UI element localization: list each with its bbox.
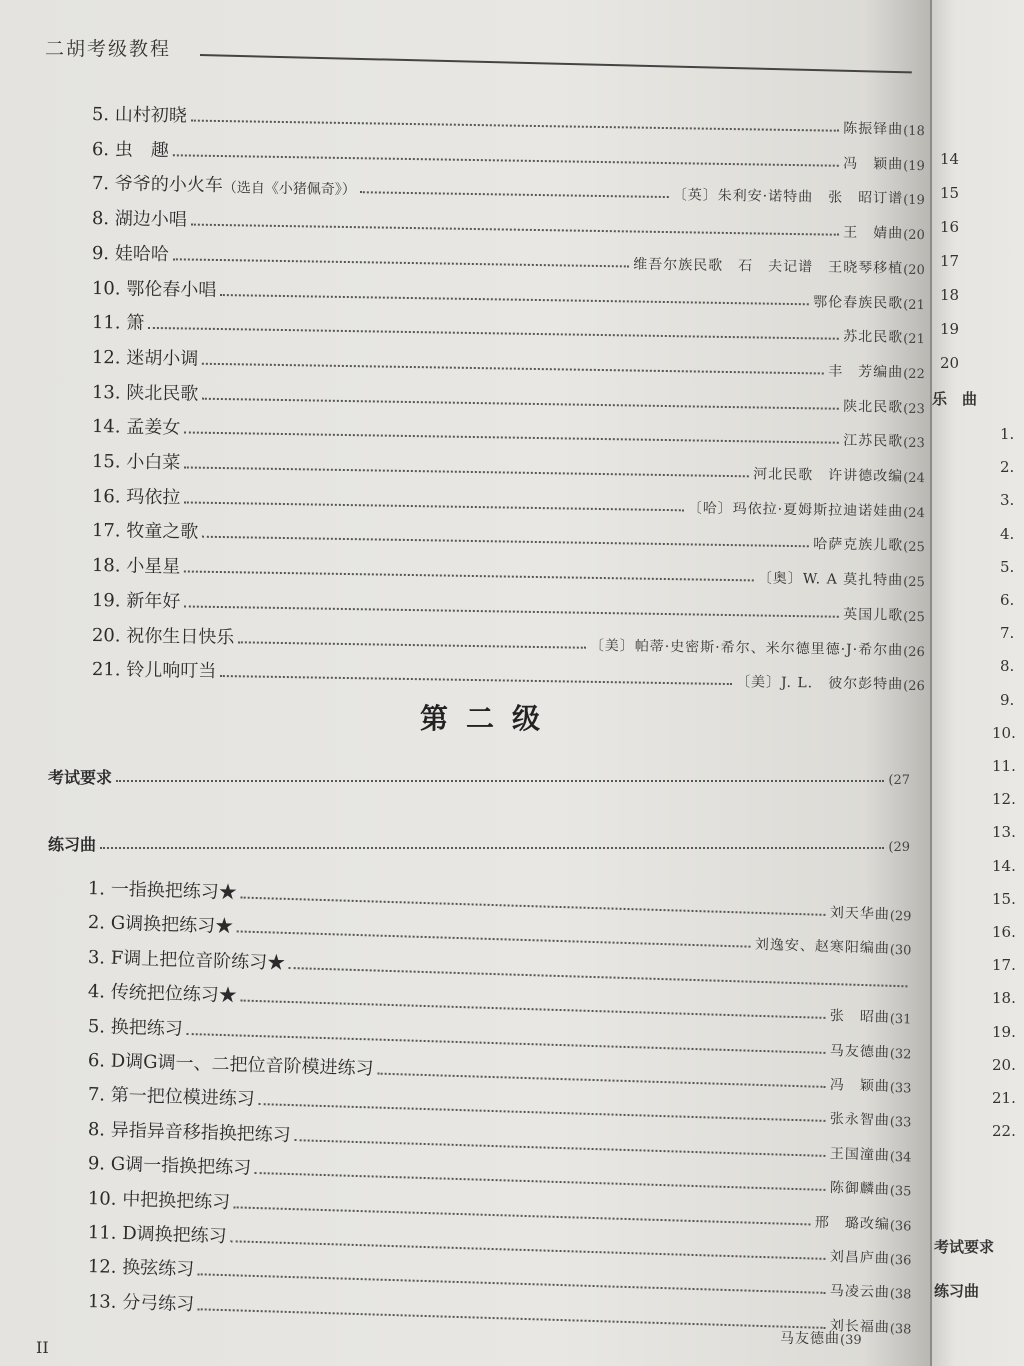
entry-title: 2. G调换把练习★: [87, 912, 234, 938]
entry-title: 11. D调换把练习: [87, 1222, 227, 1248]
entry-title: 12. 迷胡小调: [91, 346, 199, 370]
entry-page: (29: [889, 908, 912, 925]
dot-leader: [202, 363, 824, 375]
entry-page: (25: [903, 609, 925, 625]
dot-leader: [148, 327, 839, 340]
right-page-item: 16.: [992, 923, 1016, 941]
entry-author: 马友德曲: [780, 1331, 840, 1347]
toc-entry-tail: [780, 1318, 910, 1348]
entry-author: 哈萨克族儿歌: [813, 536, 904, 555]
dot-leader: [238, 641, 586, 648]
section-title: 考试要求: [48, 768, 113, 787]
right-page-item: 5.: [1000, 557, 1015, 576]
right-page-item: 14.: [992, 856, 1016, 875]
right-page-item: 13.: [992, 823, 1016, 842]
dot-leader: [184, 605, 839, 617]
page-number: II: [36, 1338, 49, 1357]
entry-page: (20: [903, 262, 925, 278]
entry-page: (21: [903, 297, 925, 313]
entry-page: (30: [889, 943, 912, 959]
right-page-item: 20: [940, 354, 960, 372]
entry-title: 20. 祝你生日快乐: [91, 624, 235, 648]
right-page-item: 16: [940, 218, 960, 236]
entry-author: 陈御麟曲: [829, 1180, 891, 1198]
section-page: (29: [888, 840, 910, 855]
right-page-item: 6.: [1000, 591, 1015, 609]
entry-author: 丰 芳编曲: [828, 363, 904, 381]
entry-page: (38: [889, 1321, 912, 1338]
entry-title: 19. 新年好: [91, 589, 181, 613]
entry-title: 11. 箫: [91, 312, 145, 335]
entry-author: 冯 颖曲: [843, 155, 904, 173]
entry-title: 14. 孟姜女: [91, 416, 181, 439]
right-page-item: 14: [940, 150, 960, 168]
entry-page: (33: [889, 1080, 912, 1097]
dot-leader: [116, 780, 884, 782]
right-page-item: 15: [940, 184, 960, 202]
entry-page: (39: [840, 1333, 862, 1348]
entry-author: 〔哈〕玛依拉·夏姆斯拉迪诺娃曲: [687, 500, 904, 520]
right-page-item: 1.: [1000, 425, 1015, 443]
entry-title: 12. 换弦练习: [87, 1256, 195, 1281]
right-page-etude-label: 练习曲: [934, 1282, 980, 1300]
entry-page: (36: [889, 1218, 912, 1235]
dot-leader: [202, 536, 809, 548]
entry-page: (18: [903, 123, 925, 140]
right-page-item: 20.: [992, 1055, 1016, 1074]
entry-title: 15. 小白菜: [91, 451, 181, 474]
entry-page: (36: [889, 1252, 912, 1269]
entry-author: 〔奥〕W. A 莫扎特曲: [757, 570, 904, 589]
entry-author: 刘长福曲: [829, 1317, 891, 1336]
entry-author: 刘昌庐曲: [829, 1249, 891, 1267]
entry-author: 〔英〕朱利安·诺特曲 张 昭订谱: [672, 187, 904, 208]
entry-page: (21: [903, 331, 925, 348]
right-page-item: 19.: [992, 1022, 1016, 1041]
dot-leader: [202, 397, 839, 409]
entry-author: 张永智曲: [829, 1111, 891, 1130]
entry-title: 9. 娃哈哈: [91, 242, 170, 266]
entry-page: (25: [903, 540, 925, 556]
header-rule: [200, 54, 912, 73]
section-heading: [48, 827, 910, 855]
entry-author: 冯 颖曲: [829, 1077, 891, 1095]
entry-author: 〔美〕J. L. 彼尔彭特曲: [735, 674, 904, 693]
entry-author: 〔美〕帕蒂·史密斯·希尔、米尔德里德·J·希尔曲: [589, 637, 904, 659]
entry-title: 4. 传统把位练习★: [87, 981, 238, 1007]
right-page-item: 4.: [1000, 524, 1015, 543]
entry-title: 10. 鄂伦春小唱: [91, 277, 217, 301]
entry-title: 8. 湖边小唱: [91, 208, 188, 231]
level-heading: 第二级: [420, 702, 559, 735]
entry-subtitle: （选自《小猪佩奇》）: [222, 180, 356, 199]
entry-title: 18. 小星星: [91, 555, 181, 578]
entry-author: 邢 璐改编: [814, 1214, 891, 1233]
dot-leader: [100, 847, 884, 849]
right-page-item: 11.: [992, 757, 1016, 775]
entry-author: 河北民歌 许讲德改编: [753, 466, 904, 485]
entry-title: 16. 玛依拉: [91, 485, 181, 509]
entry-page: (26: [903, 644, 925, 660]
dot-leader: [173, 258, 629, 267]
right-page-item: 22.: [992, 1122, 1016, 1141]
dot-leader: [360, 192, 669, 199]
entry-title: 6. D调G调一、二把位音阶模进练习: [87, 1050, 374, 1080]
entry-title: 10. 中把换把练习: [87, 1187, 231, 1213]
dot-leader: [191, 120, 839, 132]
entry-page: (23: [903, 436, 925, 452]
entry-page: (32: [889, 1046, 912, 1063]
entry-author: 江苏民歌: [843, 433, 904, 451]
right-page-item: 9.: [1000, 690, 1015, 709]
entry-title: 17. 牧童之歌: [91, 520, 199, 544]
dot-leader: [220, 294, 809, 305]
entry-page: (19: [903, 158, 925, 174]
section-page: (27: [888, 773, 910, 788]
entry-author: 刘逸安、赵寒阳编曲: [754, 937, 891, 958]
dot-leader: [184, 432, 839, 444]
entry-author: 英国儿歌: [843, 606, 904, 624]
right-page-item: 21.: [992, 1089, 1016, 1107]
right-page-item: 3.: [1000, 491, 1015, 510]
entry-author: 陕北民歌: [843, 398, 904, 416]
entry-title: 7. 第一把位模进练习: [87, 1084, 256, 1111]
entry-title: 5. 山村初晓: [91, 104, 188, 127]
dot-leader: [184, 501, 684, 511]
right-page-item: 18: [940, 286, 960, 304]
entry-author: 刘天华曲: [829, 905, 891, 923]
right-page-exam-label: 考试要求: [934, 1238, 995, 1256]
entry-author: 鄂伦春族民歌: [813, 293, 904, 312]
right-page-item: 10.: [992, 723, 1016, 742]
entry-author: 陈振铎曲: [843, 120, 904, 138]
entry-page: (20: [903, 227, 925, 244]
entry-title: 3. F调上把位音阶练习★: [87, 946, 286, 974]
entry-title: 13. 陕北民歌: [91, 381, 199, 405]
entry-author: 王 婧曲: [843, 224, 904, 242]
right-page-item: 18.: [992, 989, 1016, 1008]
section-heading: [48, 760, 910, 788]
dot-leader: [184, 466, 749, 477]
entry-page: (23: [903, 401, 925, 417]
entry-page: (38: [889, 1287, 912, 1303]
entry-author: 王国潼曲: [829, 1145, 891, 1164]
entry-page: (24: [903, 505, 925, 521]
dot-leader: [198, 1308, 826, 1329]
entry-page: (24: [903, 470, 925, 487]
entry-title: 6. 虫 趣: [91, 138, 170, 161]
right-page-edge: [932, 0, 1024, 1366]
entry-author: 维吾尔族民歌 石 夫记谱 王晓琴移植: [633, 256, 904, 277]
right-page-item: 17: [940, 252, 960, 270]
entry-title: 8. 异指异音移指换把练习: [87, 1118, 292, 1146]
entry-author: 马凌云曲: [829, 1283, 891, 1302]
right-page-item: 2.: [1000, 458, 1015, 477]
entry-title: 13. 分弓练习: [87, 1290, 195, 1315]
entry-page: (22: [903, 366, 925, 382]
right-page-item: 17.: [992, 956, 1016, 975]
dot-leader: [220, 675, 732, 685]
entry-page: (19: [903, 193, 925, 209]
right-page-item: 7.: [1000, 624, 1015, 643]
entry-page: (25: [903, 574, 925, 591]
section-title: 练习曲: [48, 835, 97, 854]
entry-title: 7. 爷爷的小火车: [91, 173, 224, 197]
right-page-section-label: 乐 曲: [932, 390, 978, 408]
entry-page: (34: [889, 1149, 912, 1166]
right-page-item: 8.: [1000, 657, 1015, 676]
entry-title: 21. 铃儿响叮当: [91, 659, 217, 683]
entry-page: (33: [889, 1115, 912, 1131]
entry-title: 5. 换把练习: [87, 1015, 184, 1040]
dot-leader: [191, 224, 839, 236]
entry-title: 1. 一指换把练习★: [87, 878, 238, 904]
entry-title: 9. G调一指换把练习: [87, 1153, 252, 1180]
entry-page: (31: [889, 1011, 912, 1028]
entry-author: 苏北民歌: [843, 328, 904, 346]
entry-page: (26: [903, 678, 925, 695]
right-page-item: 19: [940, 320, 960, 338]
entry-page: (35: [889, 1183, 912, 1200]
entry-author: 马友德曲: [829, 1042, 891, 1061]
running-header: 二胡考级教程: [45, 38, 172, 60]
right-page-item: 15.: [992, 889, 1016, 908]
dot-leader: [184, 571, 754, 582]
dot-leader: [173, 154, 839, 166]
right-page-item: 12.: [992, 790, 1016, 809]
entry-author: 张 昭曲: [829, 1008, 891, 1026]
